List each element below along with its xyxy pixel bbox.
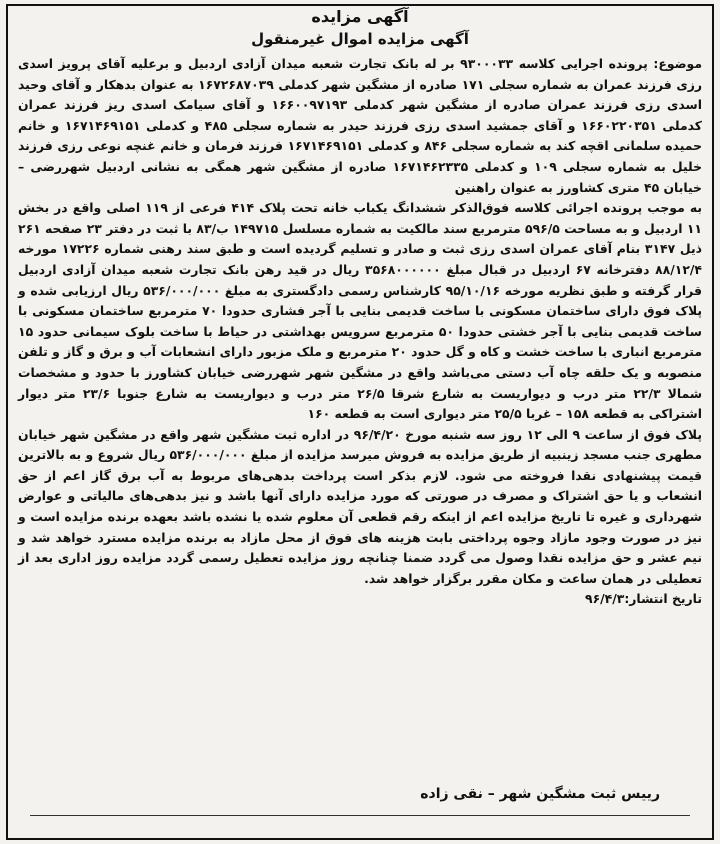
publish-date: تاریخ انتشار:۹۶/۴/۳ (585, 591, 702, 607)
divider (30, 815, 690, 816)
notice-subject-paragraph: موضوع: پرونده اجرایی کلاسه ۹۳۰۰۰۳۳ بر له بانک تجارت شعبه میدان آزادی اردبیل و برعلیه آقای پرویز اسدی رزی فرزند عمران به شماره سجلی ۱۷۱ صادره از مشگین شهر کدملی ۱۶۷۲۶۸۷۰۳۹ به عنوان بدهکار و آقای وحید اسدی رزی فرزند عمران صادره از مشگین شهر کدملی ۱۶۶۰۰۹۷۱۹۳ و آقای سیامک اسدی ریز فرزند عمران کدملی ۱۶۶۰۲۲۰۳۵۱ و آقای جمشید اسدی رزی فرزند حیدر به شماره سجلی ۴۸۵ و کدملی ۱۶۷۱۴۶۹۱۵۱ و خانم حمیده سلمانی اقچه کند به شماره سجلی ۸۴۶ و کدملی ۱۶۷۱۴۶۹۱۵۱ فرزند فرمان و خانم غنچه نوعی رزی فرزند خلیل به شماره سجلی ۱۰۹ و کدملی ۱۶۷۱۴۶۲۳۳۵ صادره از مشگین شهر همگی به نشانی اردبیل شهررضی – خیابان ۴۵ متری کشاورز به عنوان راهنین (18, 56, 703, 195)
auction-terms-paragraph: پلاک فوق از ساعت ۹ الی ۱۲ روز سه شنبه مورخ ۹۶/۴/۲۰ در اداره ثبت مشگین شهر واقع در مشگین شهر خیابان مطهری جنب مسجد زینبیه از طریق مزایده به فروش میرسد مزایده از مبلغ ۵۳۶/۰۰۰/۰۰۰ ریال شروع و به بالاترین قیمت پیشنهادی نقدا فروخته می شود. لازم بذکر است پرداخت بدهی‌های مربوط به آب برق گاز اعم از حق انشعاب و یا حق اشتراک و مصرف در صورتی که مورد مزایده دارای آنها باشد و نیز بدهی‌های مالیاتی و عوارض شهرداری و غیره تا تاریخ مزایده اعم از اینکه رقم قطعی آن معلوم شده یا نشده باشد بعهده برنده مزایده است و نیز در صورت وجود مازاد وجوه پرداختی بابت هزینه های فوق از محل مازاد به برنده مزایده مسترد خواهد شد و نیم عشر و حق مزایده نقدا وصول می گردد ضمنا چنانچه روز مزایده تعطیل رسمی گردد مزایده روز اداری بعد از تعطیلی در همان ساعت و مکان مقرر برگزار خواهد شد. (18, 426, 702, 586)
notice-title: آگهی مزایده (311, 7, 409, 26)
notice-subtitle: آگهی مزایده اموال غیرمنقول (251, 30, 469, 48)
property-description-paragraph: به موجب پرونده اجرائی کلاسه فوق‌الذکر ششدانگ یکباب خانه تحت پلاک ۴۱۴ فرعی از ۱۱۹ اصلی واقع در بخش ۱۱ اردبیل و به مساحت ۵۹۶/۵ مترمربع سند مالکیت به شماره مسلسل ۱۴۹۷۱۵ ب/۸۳ با ثبت در دفتر ۲۳ صفحه ۲۶۱ ذیل ۳۱۴۷ بنام آقای عمران اسدی رزی ثبت و صادر و تسلیم گردیده است و طبق سند رهنی شماره ۱۷۲۲۶ مورخه ۸۸/۱۲/۴ دفترخانه ۶۷ اردبیل در قبال مبلغ ۳۵۶۸۰۰۰۰۰۰ ریال در قید رهن بانک تجارت شعبه میدان آزادی اردبیل قرار گرفته و طبق نظریه مورخه ۹۵/۱۰/۱۶ کارشناس رسمی دادگستری به مبلغ ۵۳۶/۰۰۰/۰۰۰ ریال ارزیابی شده و پلاک فوق دارای ساختمان مسکونی با ساخت قدیمی بنایی با آجر فشاری حدودا ۷۰ مترمربع ساختمان مسکونی با ساخت قدیمی بنایی با آجر خشتی حدودا ۵۰ مترمربع سرویس بهداشتی در حیاط با ساخت بلوک سیمانی حدود ۱۵ مترمربع انباری با ساخت خشت و کاه و گل حدود ۲۰ مترمربع و ملک مزبور دارای انشعابات آب و برق و گاز و تلفن منصوبه و یک حلقه چاه آب دستی می‌باشد واقع در مشگین شهر شهررضی خیابان کشاورز با حدود و مشخصات شمالا ۲۲/۳ متر درب و دیواریست به شارع شرقا ۲۶/۵ متر درب و دیواریست به شارع جنوبا ۲۳/۶ متر دیوار اشتراکی به قطعه ۱۵۸ – غربا ۲۵/۵ متر دیواری است به قطعه ۱۶۰ (18, 200, 703, 422)
notice-body (18, 6, 702, 610)
signature-line: رییس ثبت مشگین شهر – نقی زاده (420, 786, 660, 802)
